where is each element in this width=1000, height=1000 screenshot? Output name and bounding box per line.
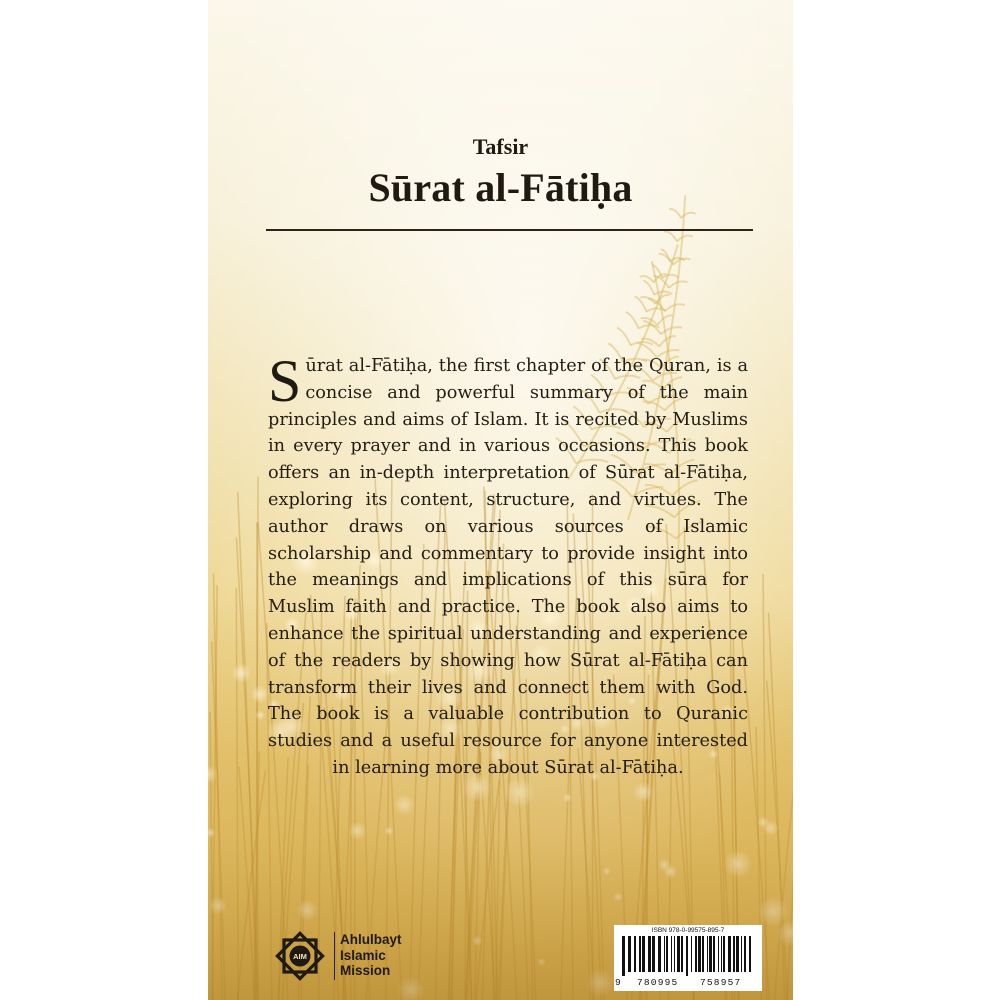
book-title: Sūrat al-Fātiḥa: [368, 165, 633, 210]
blurb-text: ūrat al-Fātiḥa, the first chapter of the Quran, is a concise and powerful summary of the main principles and aims of Islam. It is recited by Muslims in every prayer and in various occasions. This book offers an in-depth interpretation of Sūrat al-Fātiḥa, exploring its content, structure, and virtues. The author draws on various sources of Islamic scholarship and commentary to provide insight into the meanings and implications of this sūra for Muslim faith and practice. The book also aims to enhance the spiritual understanding and experience of the readers by showing how Sūrat al-Fātiḥa can transform their lives and connect them with God. The book is a valuable contribution to Quranic studies and a useful resource for anyone interested in learning more about Sūrat al-Fātiḥa.: [268, 356, 748, 778]
publisher-name-line: Mission: [340, 963, 391, 978]
isbn-barcode: [614, 925, 762, 991]
publisher-name-line: Ahlulbayt: [340, 932, 402, 947]
publisher-divider: [334, 932, 335, 980]
barcode-bars: [622, 936, 754, 976]
logo-monogram: AIM: [293, 952, 307, 961]
ean-first-digit: 9: [615, 977, 621, 988]
ean-left-digits: 780995: [637, 977, 679, 988]
ean-digits: [614, 977, 762, 989]
isbn-label: ISBN 978-0-99575-895-7: [651, 927, 725, 934]
ean-right-digits: 758957: [700, 977, 742, 988]
publisher-name-line: Islamic: [340, 947, 386, 963]
title-divider: [266, 229, 753, 231]
drop-cap: S: [268, 348, 302, 414]
book-blurb: [268, 348, 748, 782]
book-kicker: Tafsir: [472, 134, 529, 159]
publisher-logo-icon: [272, 928, 328, 984]
publisher-name: [340, 932, 430, 979]
publisher-block: [272, 928, 422, 984]
book-back-cover: [208, 0, 793, 1000]
